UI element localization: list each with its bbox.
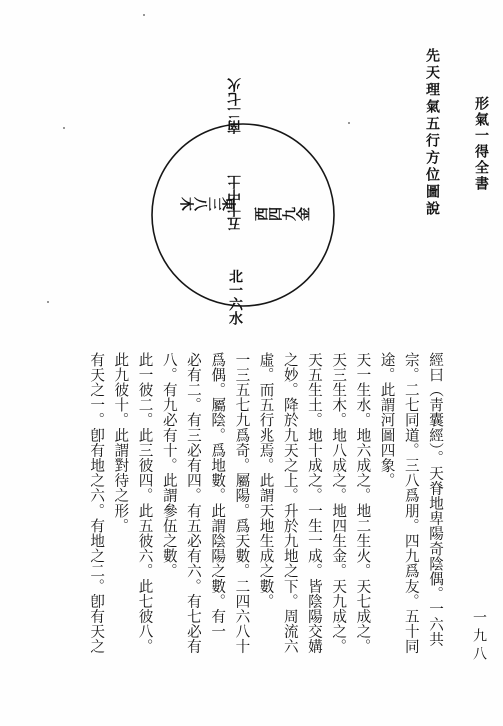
text-column: 八。有九必有十。此謂參伍之數。 (160, 352, 178, 579)
label-east: 東三八木 (180, 195, 236, 211)
label-west: 西四九金 (254, 207, 310, 223)
text-column: 必有二。有三必有四。有五必有六。有七必有 (184, 352, 202, 654)
diagram-title: 先天理氣五行方位圖說 (424, 48, 440, 218)
text-column: 此九彼十。此謂對待之形。 (112, 352, 130, 534)
main-text (84, 352, 447, 712)
text-column: 天一生水。地六成之。地二生火。天七成之。 (354, 352, 372, 654)
text-column: 宗。二七同道。三八爲朋。四九爲友。五十同 (402, 352, 420, 654)
label-north: 北一六水 (227, 269, 243, 325)
text-column: 天三生木。地八成之。地四生金。天九成之。 (330, 352, 348, 654)
text-column: 之妙。降於九天之上。升於九地之下。周流六 (281, 352, 299, 654)
text-column: 有天之一。卽有地之六。有地之二。卽有天之 (88, 352, 106, 654)
paper-speck (63, 127, 65, 129)
paper-speck (143, 14, 145, 16)
text-column: 一三五七九爲奇。屬陽。爲天數。二四六八十 (233, 352, 251, 654)
running-head: 形氣一得全書 (473, 96, 489, 192)
text-column: 虛。而五行兆焉。此謂天地生成之數。 (257, 352, 275, 609)
text-column: 經曰（靑囊經）。天脊地卑陽奇陰偶。一六共 (427, 352, 444, 647)
label-center: 五十中土 (227, 175, 243, 231)
text-column: 爲偶。屬陰。爲地數。此謂陰陽之數。有一 (209, 352, 227, 639)
paper-speck (47, 301, 49, 303)
text-column: 途。此謂河圖四象。 (378, 352, 396, 488)
paper-speck (348, 122, 350, 124)
label-south: 南二七火 (227, 78, 243, 134)
text-column: 天五生土。地十成之。一生一成。皆陰陽交媾 (305, 352, 323, 654)
page-number: 一九八 (471, 610, 487, 664)
text-column: 此一彼二。此三彼四。此五彼六。此七彼八。 (136, 352, 154, 654)
